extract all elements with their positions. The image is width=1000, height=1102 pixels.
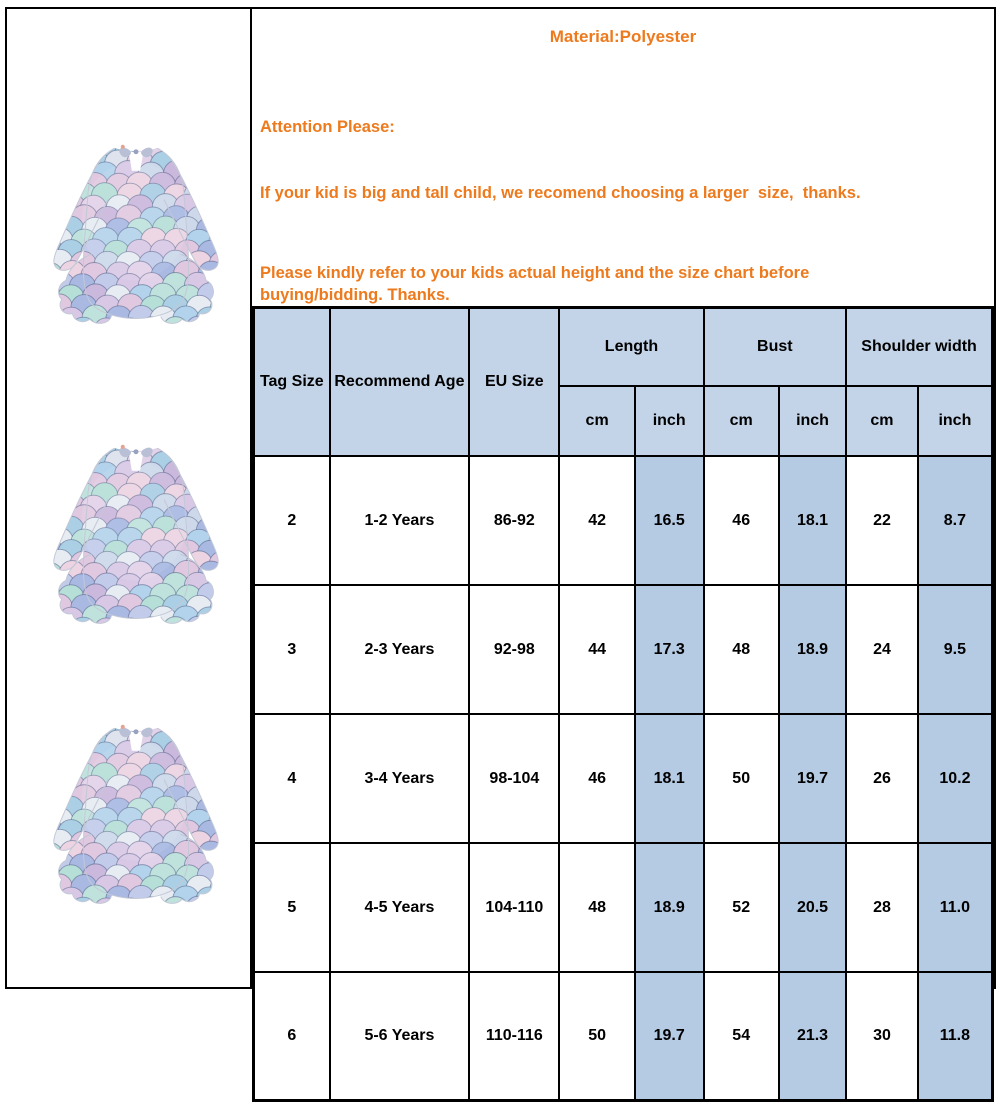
cell-shoulder_cm: 28 — [846, 843, 918, 972]
cell-bust_cm: 52 — [704, 843, 779, 972]
cell-shoulder_inch: 8.7 — [918, 456, 993, 585]
cell-bust_cm: 54 — [704, 972, 779, 1101]
size-chart-table — [252, 306, 994, 1102]
cell-tag: 5 — [254, 843, 330, 972]
col-header-length: Length — [559, 308, 703, 386]
cell-eu: 92-98 — [469, 585, 559, 714]
col-header-tag-size: Tag Size — [254, 308, 330, 456]
refer-note — [260, 262, 986, 306]
cell-bust_cm: 46 — [704, 456, 779, 585]
size-chart-sheet — [5, 7, 996, 1045]
product-photo-swimsuit-3 — [37, 699, 235, 923]
cell-age: 1-2 Years — [330, 456, 470, 585]
cell-length_inch: 16.5 — [635, 456, 704, 585]
cell-length_cm: 44 — [559, 585, 634, 714]
table-row — [254, 714, 993, 843]
cell-tag: 2 — [254, 456, 330, 585]
table-row — [254, 585, 993, 714]
cell-length_cm: 42 — [559, 456, 634, 585]
cell-length_cm: 48 — [559, 843, 634, 972]
cell-length_inch: 19.7 — [635, 972, 704, 1101]
col-header-bust: Bust — [704, 308, 847, 386]
unit-header-length-cm: cm — [559, 386, 634, 456]
unit-header-shoulder-inch: inch — [918, 386, 993, 456]
cell-tag: 6 — [254, 972, 330, 1101]
cell-length_inch: 18.9 — [635, 843, 704, 972]
cell-bust_cm: 48 — [704, 585, 779, 714]
refer-text-line1: Please kindly refer to your kids actual height and the size chart before — [260, 264, 810, 282]
cell-shoulder_inch: 10.2 — [918, 714, 993, 843]
cell-age: 3-4 Years — [330, 714, 470, 843]
material-title: Material:Polyester — [549, 27, 697, 46]
cell-bust_cm: 50 — [704, 714, 779, 843]
cell-length_cm: 46 — [559, 714, 634, 843]
cell-shoulder_cm: 22 — [846, 456, 918, 585]
header-row-groups — [254, 308, 993, 386]
cell-length_inch: 17.3 — [635, 585, 704, 714]
product-photo-swimsuit-1 — [37, 119, 235, 343]
cell-bust_inch: 18.9 — [779, 585, 846, 714]
refer-text-line2: buying/bidding. Thanks. — [260, 286, 450, 304]
cell-shoulder_inch: 11.0 — [918, 843, 993, 972]
size-table-body — [254, 456, 993, 1101]
cell-length_cm: 50 — [559, 972, 634, 1101]
attention-text: If your kid is big and tall child, we recomend choosing a larger size, thanks. — [260, 184, 861, 202]
cell-age: 5-6 Years — [330, 972, 470, 1101]
note-area — [252, 9, 994, 306]
cell-bust_inch: 18.1 — [779, 456, 846, 585]
cell-length_inch: 18.1 — [635, 714, 704, 843]
cell-age: 2-3 Years — [330, 585, 470, 714]
cell-shoulder_inch: 11.8 — [918, 972, 993, 1101]
col-header-eu-size: EU Size — [469, 308, 559, 456]
unit-header-length-inch: inch — [635, 386, 704, 456]
cell-tag: 3 — [254, 585, 330, 714]
unit-header-bust-inch: inch — [779, 386, 846, 456]
cell-shoulder_inch: 9.5 — [918, 585, 993, 714]
table-row — [254, 972, 993, 1101]
cell-eu: 104-110 — [469, 843, 559, 972]
attention-note — [260, 72, 986, 248]
cell-eu: 110-116 — [469, 972, 559, 1101]
attention-title: Attention Please: — [260, 118, 395, 136]
cell-tag: 4 — [254, 714, 330, 843]
table-row — [254, 843, 993, 972]
col-header-recommend-age: Recommend Age — [330, 308, 470, 456]
cell-shoulder_cm: 30 — [846, 972, 918, 1101]
cell-bust_inch: 20.5 — [779, 843, 846, 972]
col-header-shoulder-width: Shoulder width — [846, 308, 992, 386]
unit-header-bust-cm: cm — [704, 386, 779, 456]
info-panel — [252, 9, 994, 1045]
cell-shoulder_cm: 26 — [846, 714, 918, 843]
cell-age: 4-5 Years — [330, 843, 470, 972]
cell-bust_inch: 19.7 — [779, 714, 846, 843]
cell-shoulder_cm: 24 — [846, 585, 918, 714]
unit-header-shoulder-cm: cm — [846, 386, 918, 456]
table-row — [254, 456, 993, 585]
cell-eu: 86-92 — [469, 456, 559, 585]
cell-eu: 98-104 — [469, 714, 559, 843]
product-photo-column — [7, 9, 252, 987]
cell-bust_inch: 21.3 — [779, 972, 846, 1101]
product-photo-swimsuit-2 — [37, 419, 235, 643]
